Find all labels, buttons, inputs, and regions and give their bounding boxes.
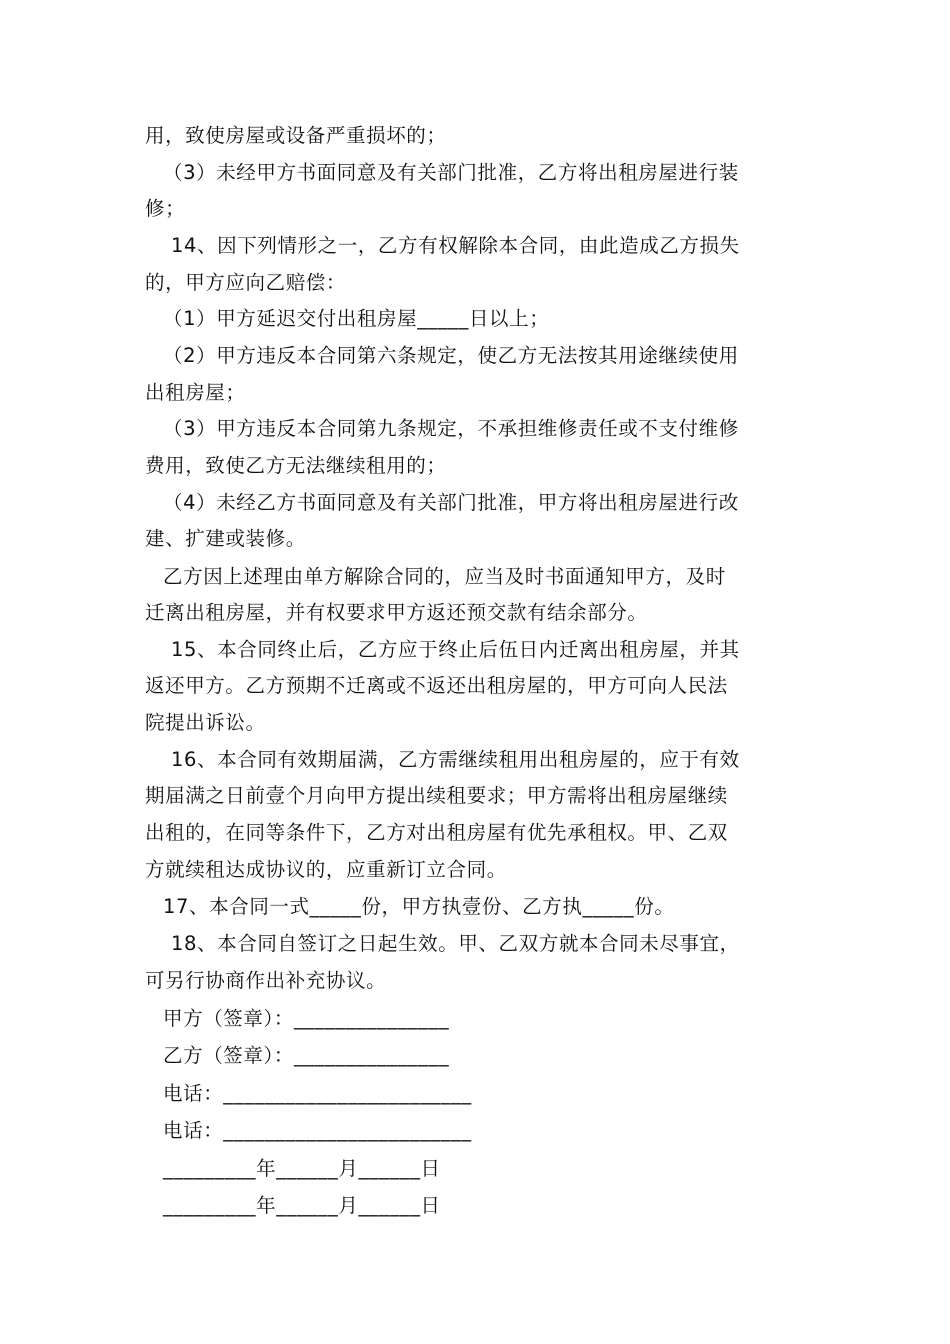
text-line-11: （4）未经乙方书面同意及有关部门批准，甲方将出租房屋进行改 [163, 491, 739, 514]
text-line-12: 建、扩建或装修。 [145, 527, 306, 550]
text-line-19: 期届满之日前壹个月向甲方提出续租要求；甲方需将出租房屋继续 [145, 784, 728, 807]
party-b-signature-line: 乙方（签章）：_______________ [163, 1044, 450, 1067]
text-line-15: 15、本合同终止后，乙方应于终止后伍日内迁离出租房屋，并其 [171, 638, 740, 661]
text-line-9: （3）甲方违反本合同第九条规定，不承担维修责任或不支付维修 [163, 417, 739, 440]
text-line-14: 迁离出租房屋，并有权要求甲方返还预交款有结余部分。 [145, 601, 648, 624]
text-line-8: 出租房屋； [145, 381, 246, 404]
text-line-4: 14、因下列情形之一，乙方有权解除本合同，由此造成乙方损失 [171, 234, 740, 257]
text-line-21: 方就续租达成协议的，应重新订立合同。 [145, 858, 507, 881]
text-line-13: 乙方因上述理由单方解除合同的，应当及时书面通知甲方，及时 [163, 565, 726, 588]
text-line-1: 用，致使房屋或设备严重损坏的； [145, 124, 447, 147]
text-line-3: 修； [145, 197, 186, 220]
text-line-23: 18、本合同自签订之日起生效。甲、乙双方就本合同未尽事宜， [171, 932, 740, 955]
text-line-7: （2）甲方违反本合同第六条规定，使乙方无法按其用途继续使用 [163, 344, 739, 367]
text-line-18: 16、本合同有效期届满，乙方需继续租用出租房屋的，应于有效 [171, 748, 740, 771]
party-a-signature-line: 甲方（签章）：_______________ [163, 1007, 450, 1030]
text-line-22: 17、本合同一式_____份，甲方执壹份、乙方执_____份。 [163, 895, 675, 918]
text-line-10: 费用，致使乙方无法继续租用的； [145, 454, 447, 477]
text-line-24: 可另行协商作出补充协议。 [145, 969, 387, 992]
text-line-17: 院提出诉讼。 [145, 711, 266, 734]
text-line-20: 出租的，在同等条件下，乙方对出租房屋有优先承租权。甲、乙双 [145, 821, 728, 844]
date-line-1: _________年______月______日 [163, 1157, 441, 1180]
phone-line-1: 电话：________________________ [163, 1082, 472, 1105]
text-line-5: 的，甲方应向乙赔偿： [145, 271, 347, 294]
text-line-16: 返还甲方。乙方预期不迁离或不返还出租房屋的，甲方可向人民法 [145, 674, 728, 697]
text-line-6: （1）甲方延迟交付出租房屋_____日以上； [163, 307, 550, 330]
date-line-2: _________年______月______日 [163, 1194, 441, 1217]
text-line-2: （3）未经甲方书面同意及有关部门批准，乙方将出租房屋进行装 [163, 161, 739, 184]
phone-line-2: 电话：________________________ [163, 1119, 472, 1142]
